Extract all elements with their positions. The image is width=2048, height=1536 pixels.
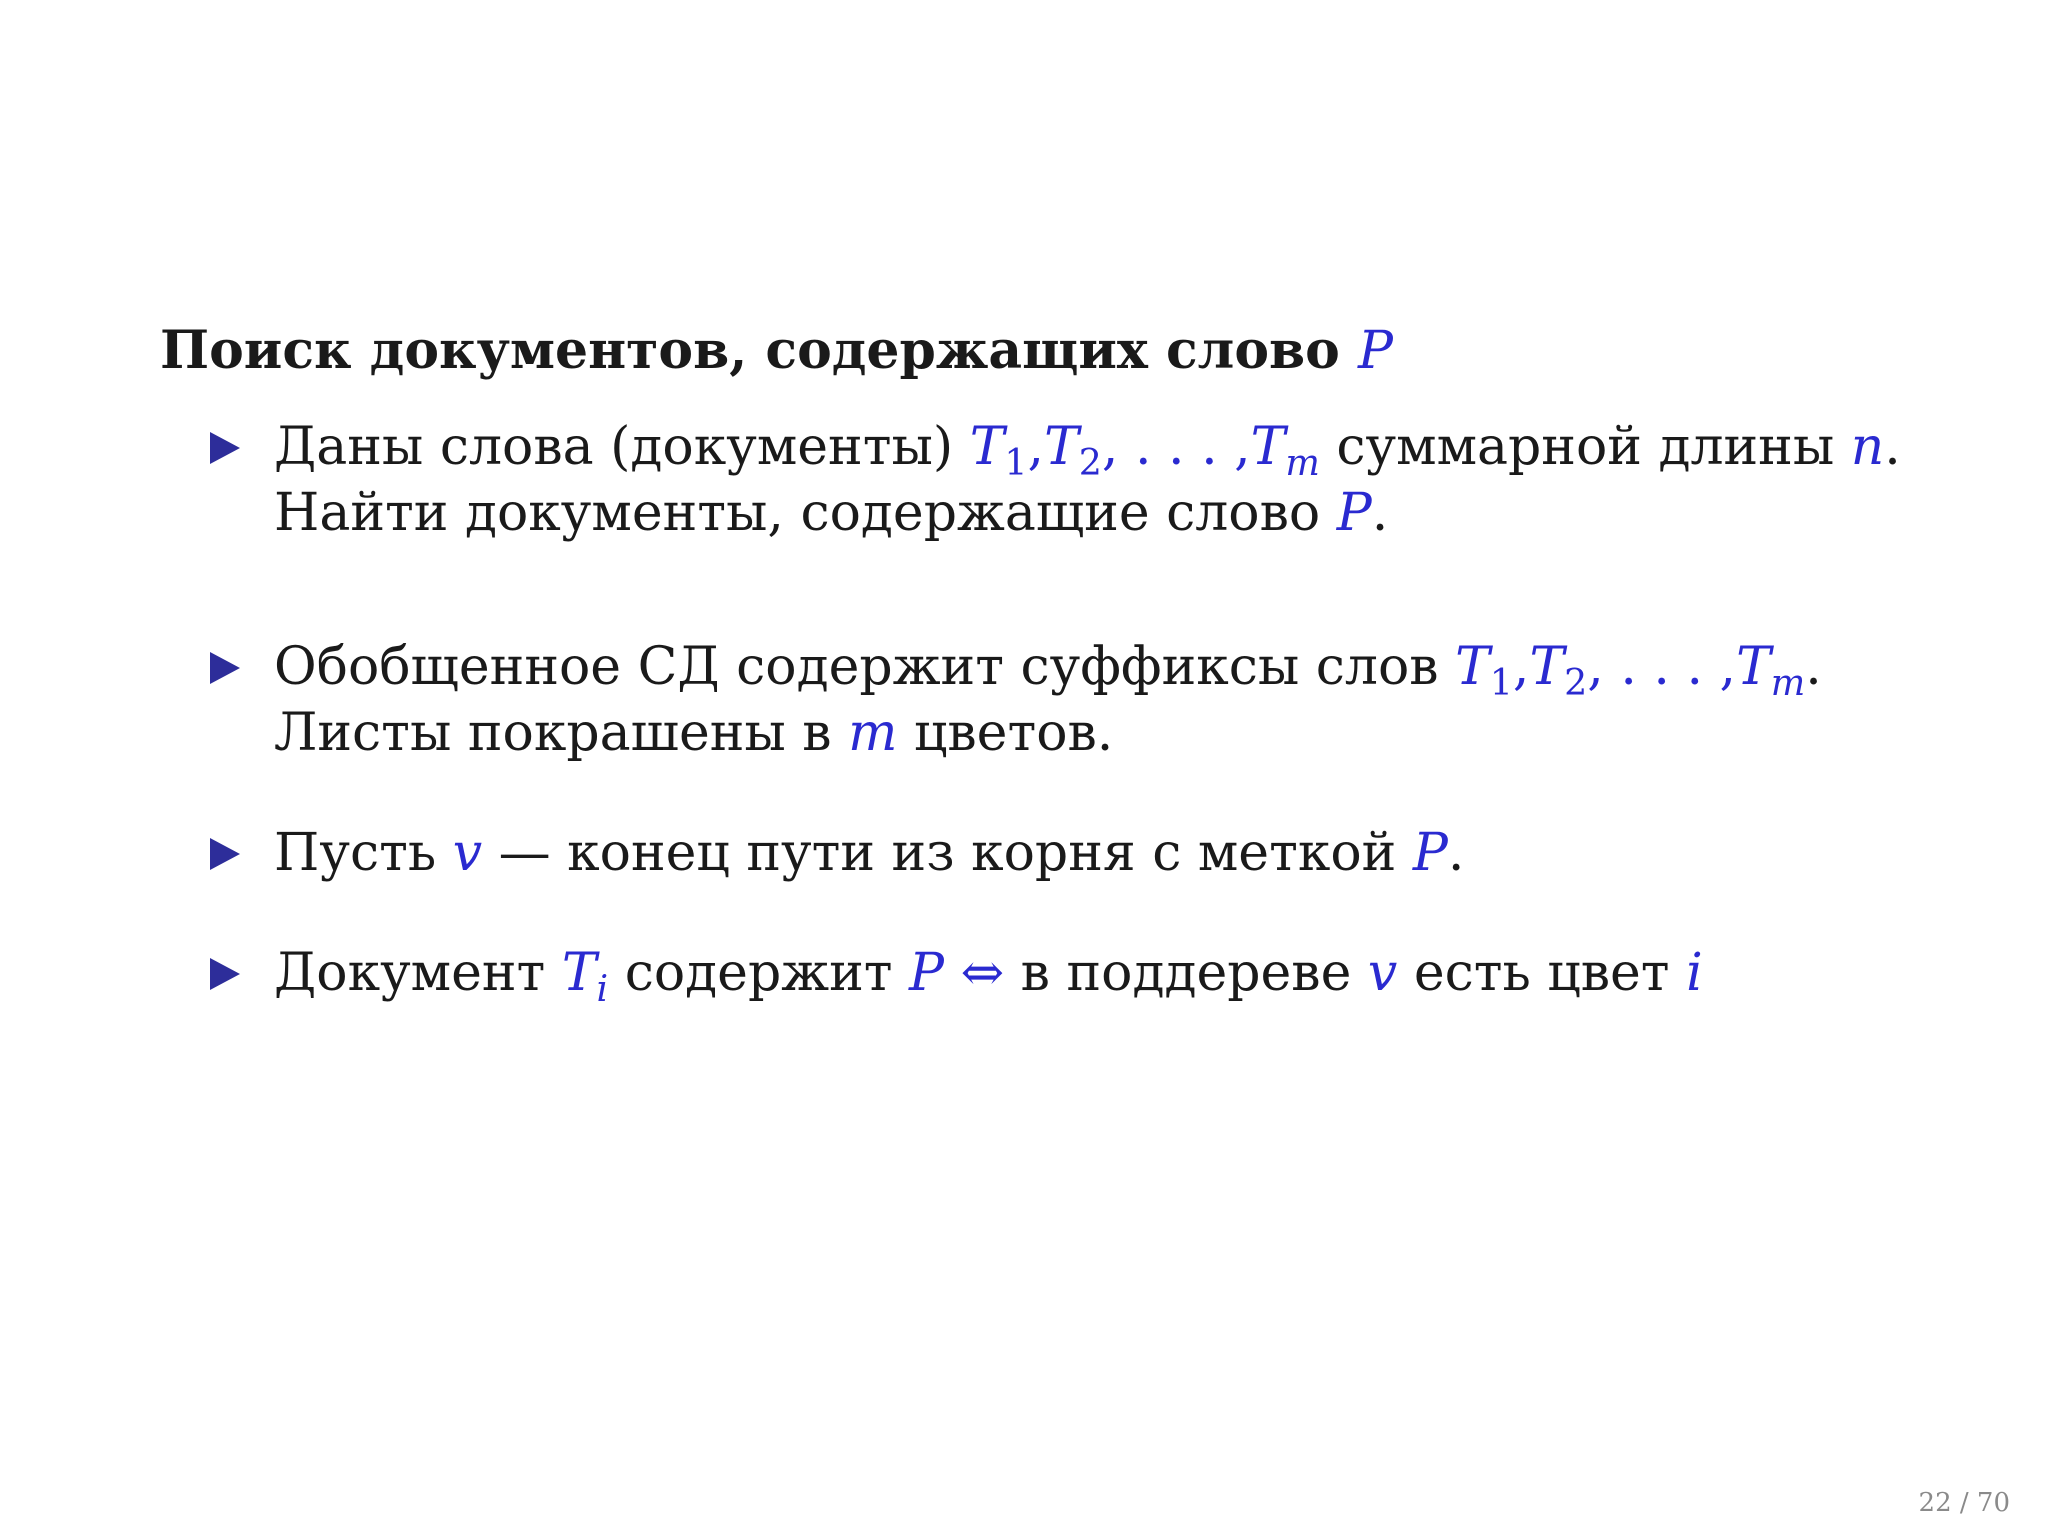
item3-p: P bbox=[1412, 823, 1448, 883]
item2-tm: $T_m$ bbox=[1736, 637, 1806, 704]
item2-sep2: , . . . , bbox=[1587, 637, 1737, 697]
item1-text-a: Даны слова (документы) bbox=[274, 417, 954, 477]
page-number: 22 / 70 bbox=[1918, 1488, 2010, 1518]
item2-sep1: , bbox=[1512, 637, 1530, 697]
slide-title-text: Поиск документов, содержащих слово bbox=[160, 320, 1340, 381]
item1-n: n bbox=[1850, 417, 1885, 477]
item4-text-a: Документ bbox=[274, 943, 546, 1003]
item3-text-a: Пусть bbox=[274, 823, 437, 883]
bullet-item-3-text bbox=[274, 820, 1910, 886]
item4-i: i bbox=[1686, 943, 1703, 1003]
item2-text-a: Обобщенное СД содержит суффиксы слов bbox=[274, 637, 1439, 697]
item2-line2: Листы покрашены в bbox=[274, 703, 832, 763]
item1-line2-end: . bbox=[1371, 483, 1389, 543]
item1-t2: $T_2$ bbox=[1044, 417, 1102, 484]
iff-arrow-icon: ⇔ bbox=[960, 943, 1005, 1003]
item4-text-d: есть цвет bbox=[1413, 943, 1670, 1003]
bullet-item-1-text bbox=[274, 414, 1910, 546]
item4-text-c: в поддереве bbox=[1020, 943, 1352, 1003]
triangle-bullet-icon bbox=[210, 958, 240, 990]
bullet-item-3 bbox=[210, 820, 1910, 886]
bullet-item-2 bbox=[210, 634, 1910, 766]
triangle-bullet-icon bbox=[210, 838, 240, 870]
item2-line2-var: m bbox=[848, 703, 898, 763]
slide-title-variable: P bbox=[1357, 321, 1393, 381]
item3-v: v bbox=[452, 823, 483, 883]
item4-ti: $T_i$ bbox=[561, 943, 609, 1010]
item1-tm: $T_m$ bbox=[1250, 417, 1320, 484]
item1-line2-var: P bbox=[1336, 483, 1372, 543]
bullet-item-4-text bbox=[274, 940, 1910, 1010]
item2-t1: $T_1$ bbox=[1455, 637, 1513, 704]
item3-text-b: — конец пути из корня с меткой bbox=[498, 823, 1397, 883]
item1-line2: Найти документы, содержащие слово bbox=[274, 483, 1321, 543]
item3-end: . bbox=[1447, 823, 1465, 883]
triangle-bullet-icon bbox=[210, 432, 240, 464]
item2-end: . bbox=[1805, 637, 1822, 697]
triangle-bullet-icon bbox=[210, 652, 240, 684]
item4-v: v bbox=[1367, 943, 1398, 1003]
item2-line2-end: цветов. bbox=[913, 703, 1114, 763]
bullet-item-4 bbox=[210, 940, 1910, 1010]
bullet-item-1 bbox=[210, 414, 1910, 546]
item1-sep1: , bbox=[1027, 417, 1045, 477]
item1-end: . bbox=[1884, 417, 1901, 477]
item2-t2: $T_2$ bbox=[1529, 637, 1588, 704]
slide-title bbox=[160, 318, 1393, 384]
item4-text-b: содержит bbox=[624, 943, 893, 1003]
item4-p: P bbox=[909, 943, 945, 1003]
item1-text-b: суммарной длины bbox=[1336, 417, 1835, 477]
bullet-item-2-text bbox=[274, 634, 1910, 766]
item1-t1: $T_1$ bbox=[969, 417, 1028, 484]
item1-sep2: , . . . , bbox=[1101, 417, 1251, 477]
